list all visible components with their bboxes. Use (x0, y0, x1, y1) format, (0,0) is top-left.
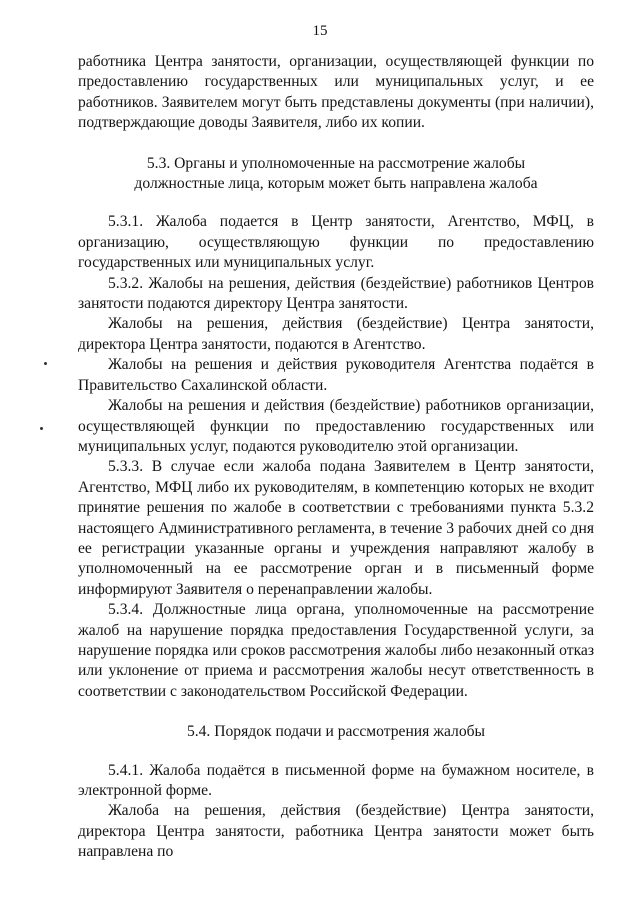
paragraph-5-3-4: 5.3.4. Должностные лица органа, уполномоченные на рассмотрение жалоб на нарушение порядка предоставления Государственной услуги, за нарушение порядка или сроков рассмотрения жалобы либо незаконный отказ или уклонение от приема и рассмотрения жалобы несут ответственность в соответствии с законодательством Российской Федерации. (78, 601, 594, 700)
section-5-3-heading-line-2: должностные лица, которым может быть направлена жалоба (134, 175, 538, 193)
paragraph-complaint-directions: Жалоба на решения, действия (бездействие) Центра занятости, директора Центра занятости, работника Центра занятости может быть направлена по (78, 802, 594, 861)
paragraph-5-3-1: 5.3.1. Жалоба подается в Центр занятости, Агентство, МФЦ, в организацию, осуществляющую функции по предоставлению государственных или муниципальных услуг. (78, 213, 594, 272)
scan-speck (40, 427, 43, 430)
paragraph-complaints-agency: Жалобы на решения, действия (бездействие) Центра занятости, директора Центра занятости, подаются в Агентство. (78, 315, 594, 353)
paragraph-5-3-2: 5.3.2. Жалобы на решения, действия (бездействие) работников Центров занятости подаются директору Центра занятости. (78, 274, 594, 313)
page-number: 15 (312, 23, 328, 39)
section-5-4-heading: 5.4. Порядок подачи и рассмотрения жалобы (186, 723, 486, 741)
section-5-3-heading-line-1: 5.3. Органы и уполномоченные на рассмотрение жалобы (146, 154, 526, 172)
paragraph-5-4-1: 5.4.1. Жалоба подаётся в письменной форме на бумажном носителе, в электронной форме. (78, 761, 594, 799)
scan-speck (44, 362, 47, 365)
paragraph-continuation: работника Центра занятости, организации, осуществляющей функции по предоставлению государственных или муниципальных услуг, и ее работников. Заявителем могут быть представлены документы (при наличии), подтверждающие доводы Заявителя, либо их копии. (78, 53, 594, 132)
paragraph-complaints-organization: Жалобы на решения и действия (бездействие) работников организации, осуществляющей функции по предоставлению государственных или муниципальных услуг, подаются руководителю этой организации. (78, 397, 594, 455)
document-body (78, 52, 594, 863)
paragraph-5-3-3: 5.3.3. В случае если жалоба подана Заявителем в Центр занятости, Агентство, МФЦ либо их руководителям, в компетенцию которых не входит принятие решения по жалобе в соответствии с требованиями пункта 5.3.2 настоящего Административного регламента, в течение 3 рабочих дней со дня ее регистрации указанные органы и учреждения направляют жалобу в уполномоченный на ее рассмотрение орган и в письменный форме информируют Заявителя о перенаправлении жалобы. (78, 458, 594, 598)
paragraph-complaints-government: Жалобы на решения и действия руководителя Агентства подаётся в Правительство Сахалинской области. (78, 356, 594, 394)
